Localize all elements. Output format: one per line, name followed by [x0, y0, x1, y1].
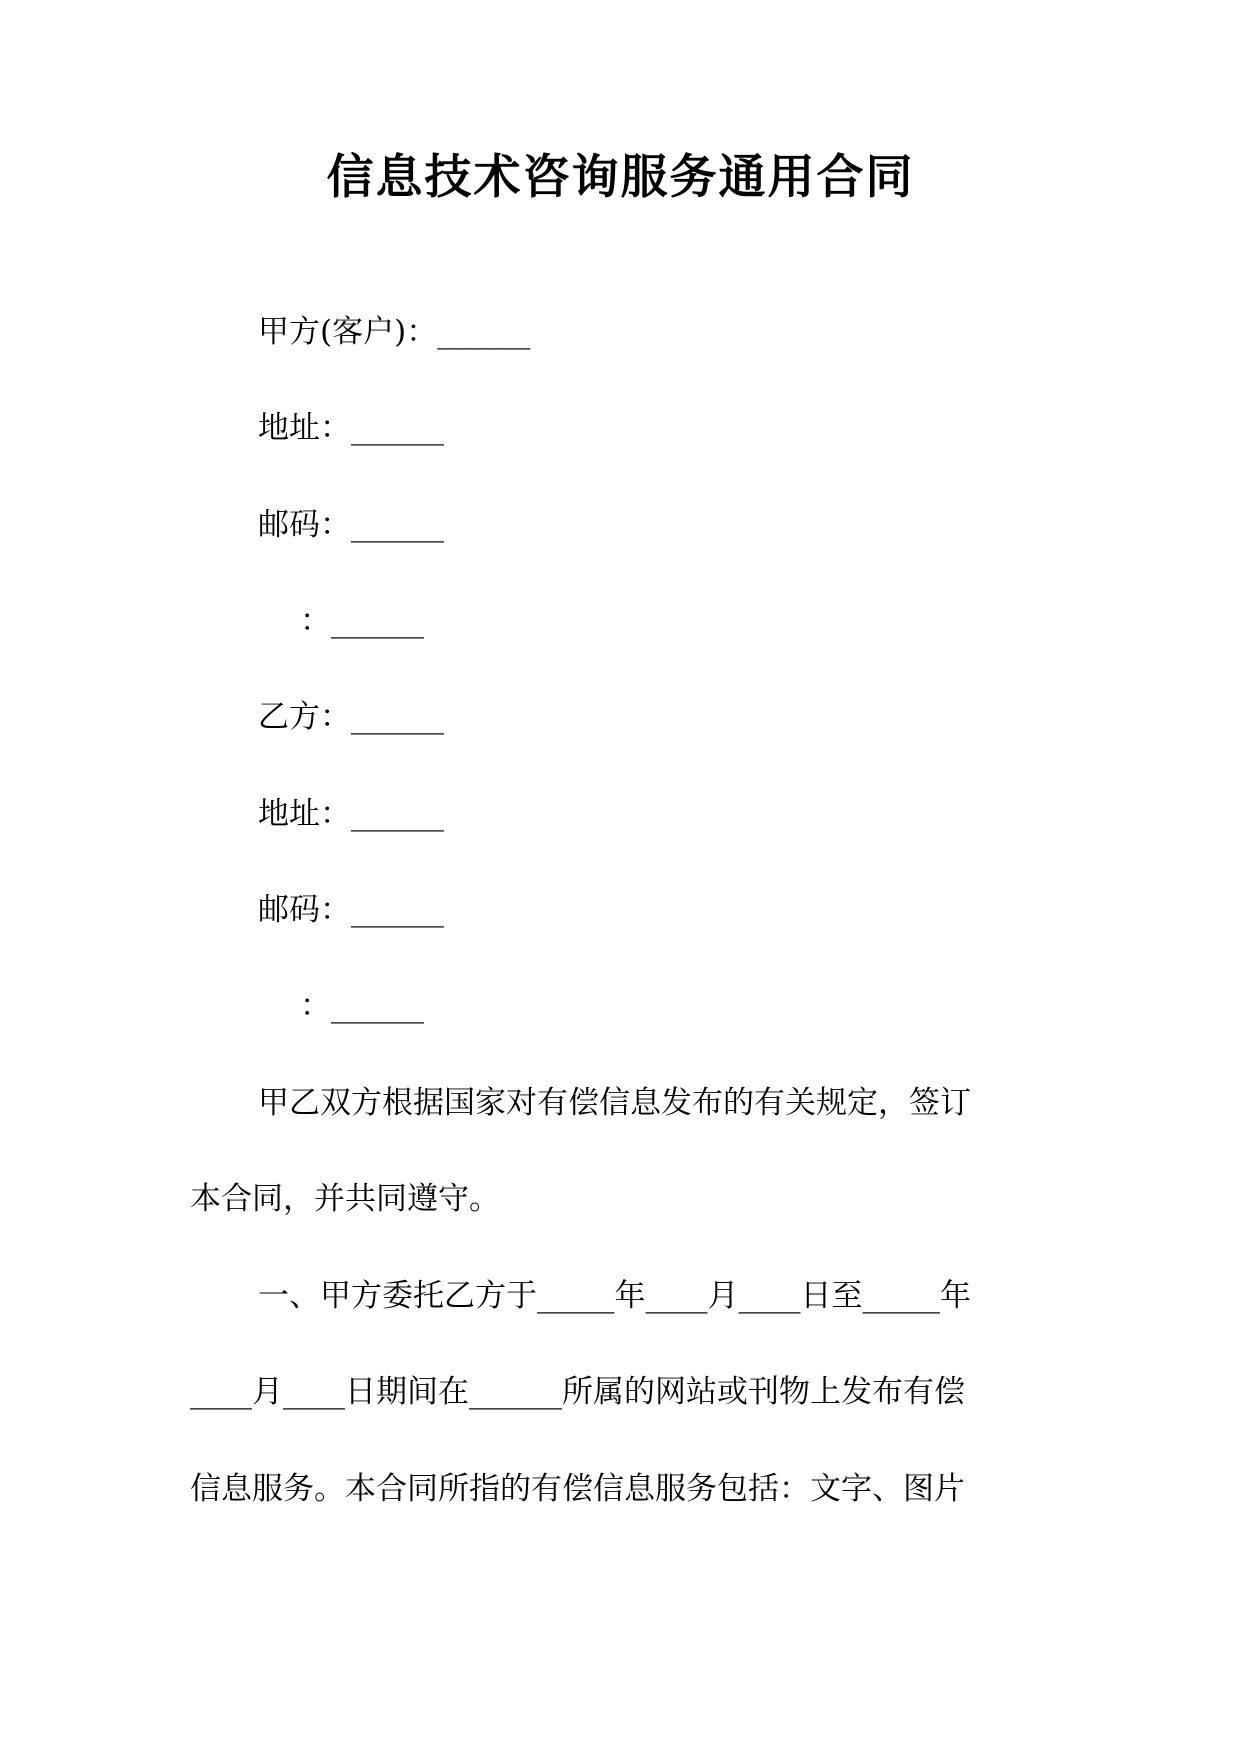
clause-1-line-3: 信息服务。本合同所指的有偿信息服务包括：文字、图片	[190, 1471, 965, 1507]
party-b-phone-line: ：______	[300, 988, 424, 1024]
document-title: 信息技术咨询服务通用合同	[326, 150, 915, 205]
party-b-address-line: 地址：______	[258, 796, 444, 832]
party-b-name-line: 乙方：______	[258, 699, 444, 735]
party-a-phone-line: ：______	[300, 603, 424, 639]
party-a-name-line: 甲方(客户)：______	[258, 314, 531, 350]
clause-1-line-2: ____月____日期间在______所属的网站或刊物上发布有偿	[190, 1374, 965, 1410]
party-a-address-line: 地址：______	[258, 410, 444, 446]
party-b-postcode-line: 邮码：______	[258, 892, 444, 928]
preamble-line-2: 本合同，并共同遵守。	[190, 1181, 500, 1217]
party-a-postcode-line: 邮码：______	[258, 507, 444, 543]
preamble-line-1: 甲乙双方根据国家对有偿信息发布的有关规定，签订	[258, 1085, 971, 1121]
clause-1-line-1: 一、甲方委托乙方于_____年____月____日至_____年	[258, 1278, 971, 1314]
